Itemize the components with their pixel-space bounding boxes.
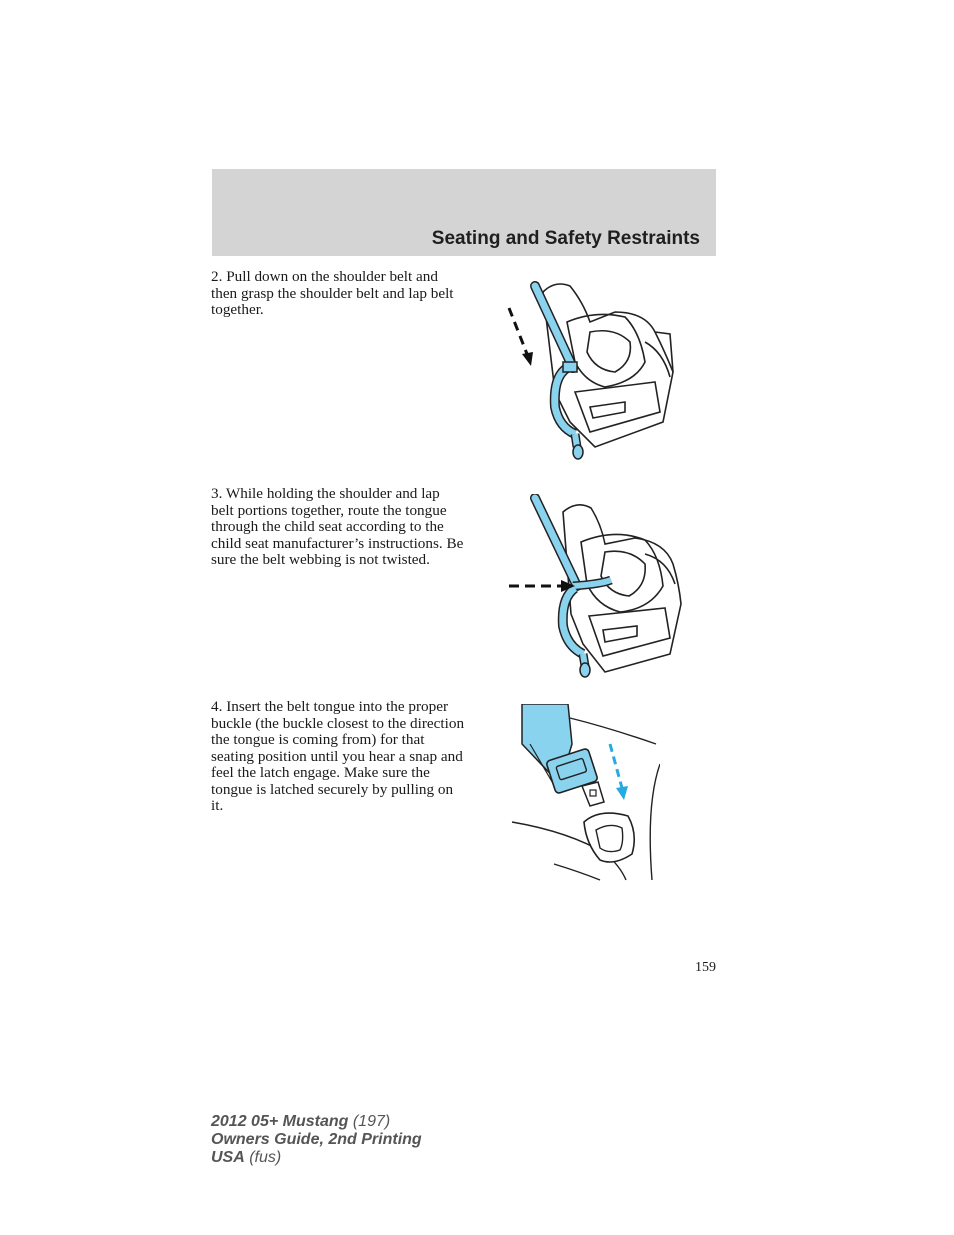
page-number: 159	[695, 960, 716, 975]
section-title: Seating and Safety Restraints	[431, 228, 700, 249]
footer-market-code: (fus)	[244, 1149, 282, 1166]
footer-model-code: (197)	[348, 1113, 391, 1130]
footer-market: USA	[211, 1149, 245, 1166]
section-header-band	[212, 169, 716, 256]
footer-line-1	[211, 1113, 422, 1131]
step-3-text: 3. While holding the shoulder and lap belt portions together, route the tongue through the child seat according to the child seat manufacturer’s instructions. Be sure the belt webbing is not twisted.	[211, 485, 464, 568]
child-seat-pull-belt-illustration	[495, 272, 680, 462]
step-4-text: 4. Insert the belt tongue into the proper buckle (the buckle closest to the direction the tongue is coming from) for that seating position until you hear a snap and feel the latch engage. Make sure the tongue is latched securely by pulling on it.	[211, 698, 465, 814]
footer-line-3	[211, 1149, 422, 1167]
footer-line-2: Owners Guide, 2nd Printing	[211, 1131, 422, 1148]
document-footer	[211, 1113, 422, 1167]
belt-tongue-buckle-illustration	[510, 704, 660, 884]
footer-model: 2012 05+ Mustang	[211, 1113, 349, 1130]
step-2-text: 2. Pull down on the shoulder belt and then grasp the shoulder belt and lap belt together.	[211, 268, 454, 318]
child-seat-route-tongue-illustration	[505, 494, 685, 679]
